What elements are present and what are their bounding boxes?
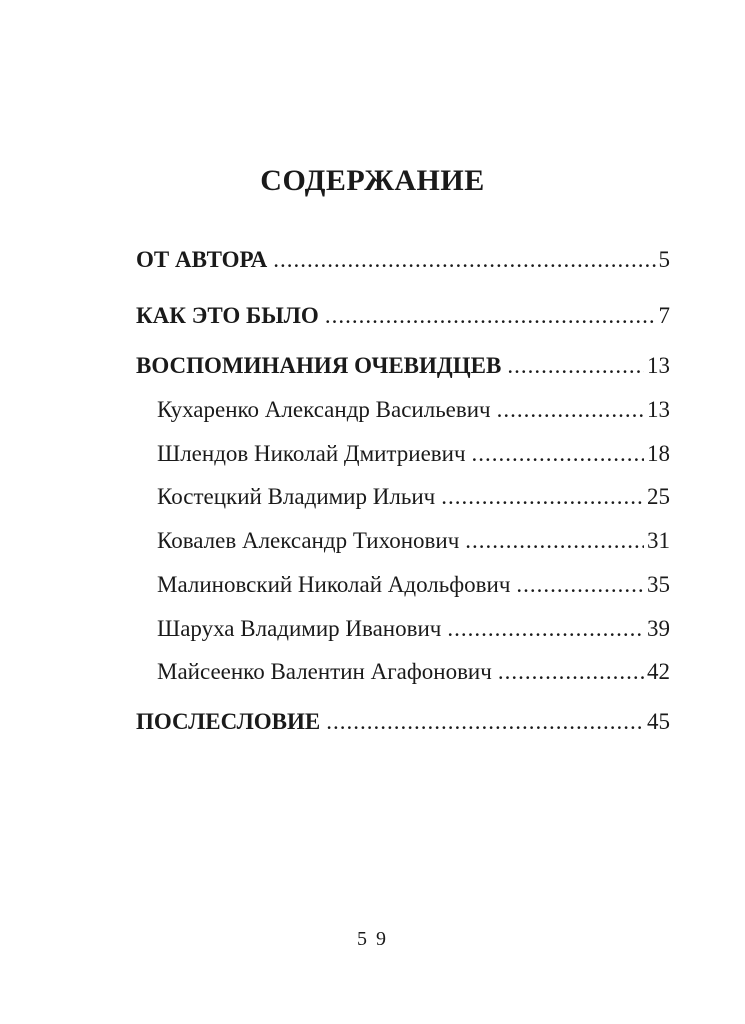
toc-entry-kosteckiy xyxy=(157,483,670,511)
page-number: 5 9 xyxy=(357,928,388,950)
toc-entry-kukharenko xyxy=(157,396,670,424)
toc-entry-page: 45 xyxy=(647,709,670,734)
dot-leader xyxy=(441,483,644,511)
dot-leader xyxy=(325,302,656,330)
page-title: СОДЕРЖАНИЕ xyxy=(260,164,485,197)
toc-entry-page: 42 xyxy=(647,659,670,684)
toc-entry-kak-eto-bylo xyxy=(136,302,670,330)
toc-entry-ot-avtora xyxy=(136,246,670,274)
toc-entry-page: 35 xyxy=(647,572,670,597)
toc-entry-title: ОТ АВТОРА xyxy=(136,247,268,272)
dot-leader xyxy=(273,246,655,274)
dot-leader xyxy=(472,440,644,468)
toc-entry-mayseenko xyxy=(157,658,670,686)
toc-entry-malinovskiy xyxy=(157,571,670,599)
toc-entry-page: 7 xyxy=(658,303,670,328)
toc-entry-title: Ковалев Александр Тихонович xyxy=(157,528,460,553)
toc-entry-posleslovie xyxy=(136,708,670,736)
toc-entry-page: 39 xyxy=(647,616,670,641)
toc-entry-title: Шаруха Владимир Иванович xyxy=(157,616,442,641)
toc-entry-vospominaniya xyxy=(136,352,670,380)
toc-entry-shlendov xyxy=(157,440,670,468)
toc-entry-title: Костецкий Владимир Ильич xyxy=(157,484,436,509)
dot-leader xyxy=(507,352,644,380)
toc-entry-page: 13 xyxy=(647,397,670,422)
toc-entry-title: Майсеенко Валентин Агафонович xyxy=(157,659,492,684)
dot-leader xyxy=(516,571,644,599)
toc-entry-title: ПОСЛЕСЛОВИЕ xyxy=(136,709,321,734)
toc-entry-page: 18 xyxy=(647,441,670,466)
toc-entry-page: 31 xyxy=(647,528,670,553)
dot-leader xyxy=(465,527,644,555)
toc-entry-page: 5 xyxy=(658,247,670,272)
dot-leader xyxy=(447,615,644,643)
toc-entry-sharukha xyxy=(157,615,670,643)
toc-entry-title: Шлендов Николай Дмитриевич xyxy=(157,441,466,466)
toc-entry-page: 13 xyxy=(647,353,670,378)
dot-leader xyxy=(498,658,644,686)
toc-entry-title: Малиновский Николай Адольфович xyxy=(157,572,511,597)
toc-entry-title: ВОСПОМИНАНИЯ ОЧЕВИДЦЕВ xyxy=(136,353,502,378)
dot-leader xyxy=(326,708,644,736)
toc-entry-page: 25 xyxy=(647,484,670,509)
toc-entry-kovalev xyxy=(157,527,670,555)
dot-leader xyxy=(497,396,644,424)
toc-entry-title: КАК ЭТО БЫЛО xyxy=(136,303,319,328)
toc-entry-title: Кухаренко Александр Васильевич xyxy=(157,397,491,422)
